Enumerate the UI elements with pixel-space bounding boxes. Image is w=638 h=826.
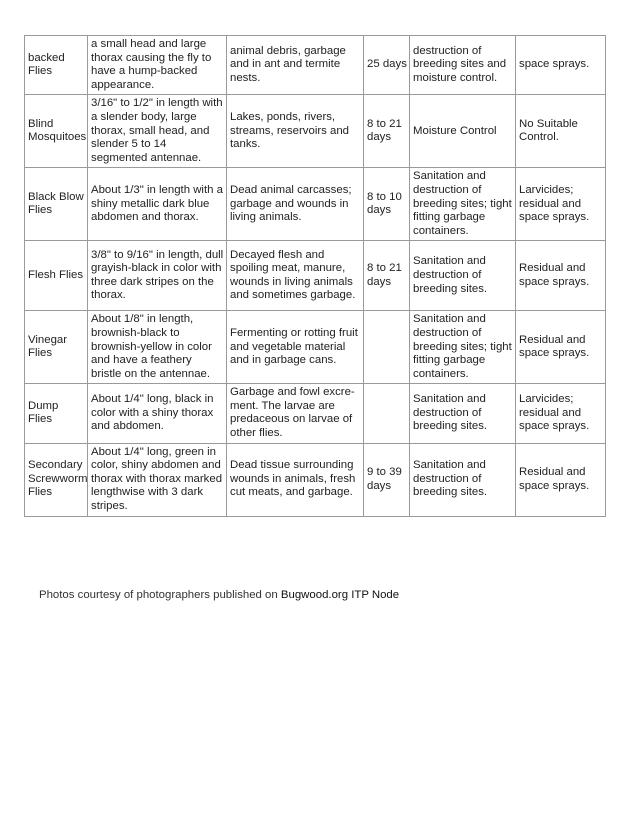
flies-table <box>24 35 606 517</box>
life-cycle-cell <box>364 384 410 443</box>
breeding-site-cell: Fermenting or rotting fruit and vegetable material and in garbage cans. <box>227 311 364 384</box>
table-row <box>25 241 606 311</box>
fly-name-cell: Dump Flies <box>25 384 88 443</box>
table-row <box>25 36 606 95</box>
control-cell: Residual and space sprays. <box>516 443 606 516</box>
photo-credit <box>39 588 399 602</box>
life-cycle-cell: 8 to 21 days <box>364 241 410 311</box>
fly-name-cell: Vinegar Flies <box>25 311 88 384</box>
life-cycle-cell: 8 to 21 days <box>364 95 410 168</box>
fly-name-cell: Flesh Flies <box>25 241 88 311</box>
description-cell: a small head and large thorax causing the fly to have a hump-backed appearance. <box>88 36 227 95</box>
description-cell: About 1/4" long, green in color, shiny abdomen and thorax with thorax marked lengthwise with 3 dark stripes. <box>88 443 227 516</box>
description-cell: About 1/3" in length with a shiny metallic dark blue abdomen and thorax. <box>88 168 227 241</box>
prevention-cell: Sanitation and destruction of breeding sites. <box>410 384 516 443</box>
prevention-cell: destruction of breeding sites and moisture control. <box>410 36 516 95</box>
prevention-cell: Sanitation and destruction of breeding sites. <box>410 443 516 516</box>
table-row <box>25 95 606 168</box>
table-row <box>25 443 606 516</box>
bugwood-link[interactable]: Bugwood.org ITP Node <box>280 589 400 601</box>
breeding-site-cell: Lakes, ponds, rivers, streams, reservoirs and tanks. <box>227 95 364 168</box>
prevention-cell: Sanitation and destruction of breeding sites. <box>410 241 516 311</box>
prevention-cell: Sanitation and destruction of breeding sites; tight fitting garbage containers. <box>410 311 516 384</box>
prevention-cell: Moisture Control <box>410 95 516 168</box>
life-cycle-cell: 8 to 10 days <box>364 168 410 241</box>
fly-name-cell: Secondary Screwworm Flies <box>25 443 88 516</box>
fly-name-cell: Black Blow Flies <box>25 168 88 241</box>
description-cell: 3/16" to 1/2" in length with a slender body, large thorax, small head, and slender 5 to 14 segmented antennae. <box>88 95 227 168</box>
prevention-cell: Sanitation and destruction of breeding sites; tight fitting garbage containers. <box>410 168 516 241</box>
life-cycle-cell: 9 to 39 days <box>364 443 410 516</box>
control-cell: Residual and space sprays. <box>516 311 606 384</box>
table-row <box>25 311 606 384</box>
breeding-site-cell: Dead tissue surrounding wounds in animals, fresh cut meats, and garbage. <box>227 443 364 516</box>
control-cell: Residual and space sprays. <box>516 241 606 311</box>
photo-credit-text: Photos courtesy of photographers published on <box>39 589 281 601</box>
control-cell: No Suitable Control. <box>516 95 606 168</box>
control-cell: space sprays. <box>516 36 606 95</box>
description-cell: 3/8" to 9/16" in length, dull grayish-black in color with three dark stripes on the thorax. <box>88 241 227 311</box>
breeding-site-cell: Dead animal carcasses; garbage and wounds in living animals. <box>227 168 364 241</box>
description-cell: About 1/4" long, black in color with a shiny thorax and abdomen. <box>88 384 227 443</box>
control-cell: Larvicides; residual and space sprays. <box>516 384 606 443</box>
breeding-site-cell: Decayed flesh and spoiling meat, manure, wounds in living animals and sometimes garbage. <box>227 241 364 311</box>
breeding-site-cell: Garbage and fowl excre-ment. The larvae are predaceous on larvae of other flies. <box>227 384 364 443</box>
fly-name-cell: backed Flies <box>25 36 88 95</box>
life-cycle-cell <box>364 311 410 384</box>
life-cycle-cell: 25 days <box>364 36 410 95</box>
fly-name-cell: Blind Mosquitoes <box>25 95 88 168</box>
description-cell: About 1/8" in length, brownish-black to brownish-yellow in color and have a feathery bristle on the antennae. <box>88 311 227 384</box>
breeding-site-cell: animal debris, garbage and in ant and termite nests. <box>227 36 364 95</box>
table-row <box>25 384 606 443</box>
control-cell: Larvicides; residual and space sprays. <box>516 168 606 241</box>
table-row <box>25 168 606 241</box>
